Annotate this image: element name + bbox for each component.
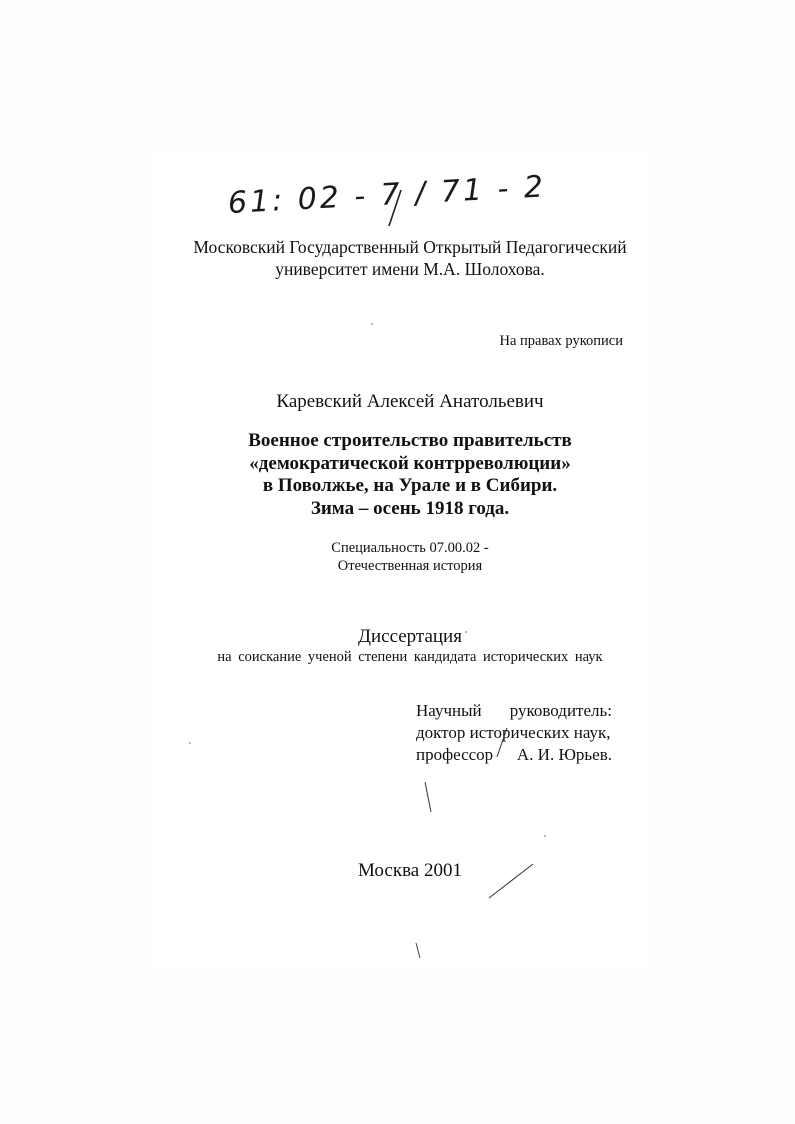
institution-line-2: университет имени М.А. Шолохова. [275, 259, 545, 279]
scan-speck [465, 631, 467, 633]
pencil-stroke-supervisor [497, 728, 507, 757]
specialty-name: Отечественная история [337, 557, 483, 574]
specialty-code: Специальность 07.00.02 - [331, 540, 489, 556]
supervisor-name: А. И. Юрьев. [516, 745, 612, 764]
title-line-3: в Поволжье, на Урале и в Сибири. [262, 475, 558, 496]
title-line-4: Зима – осень 1918 года. [310, 497, 510, 519]
archive-code-handwritten: 61: 02 - 7 / 71 - 2 [227, 169, 547, 221]
manuscript-rights: На правах рукописи [499, 333, 623, 349]
institution-line-1: Московский Государственный Открытый Педагогический [193, 237, 627, 257]
dissertation-label: Диссертация [358, 626, 462, 647]
city-year: Москва 2001 [358, 860, 462, 881]
pencil-stroke-bottom [416, 943, 420, 958]
title-line-2: «демократической контрреволюции» [249, 452, 571, 474]
supervisor-heading-right: руководитель: [509, 701, 612, 720]
supervisor-rank: профессор [416, 745, 494, 764]
handwritten-slash [389, 190, 401, 226]
supervisor-degree: доктор исторических наук, [416, 723, 611, 742]
pencil-stroke-vertical [425, 782, 431, 812]
scan-speck [544, 835, 546, 837]
scan-speck [371, 323, 373, 325]
scan-speck [189, 742, 191, 744]
title-line-1: Военное строительство правительств [248, 430, 572, 451]
degree-description: на соискание ученой степени кандидата исторических наук [217, 649, 603, 665]
author-name: Каревский Алексей Анатольевич [276, 391, 544, 412]
pencil-stroke-diagonal [489, 864, 533, 898]
supervisor-heading-left: Научный [416, 701, 482, 720]
